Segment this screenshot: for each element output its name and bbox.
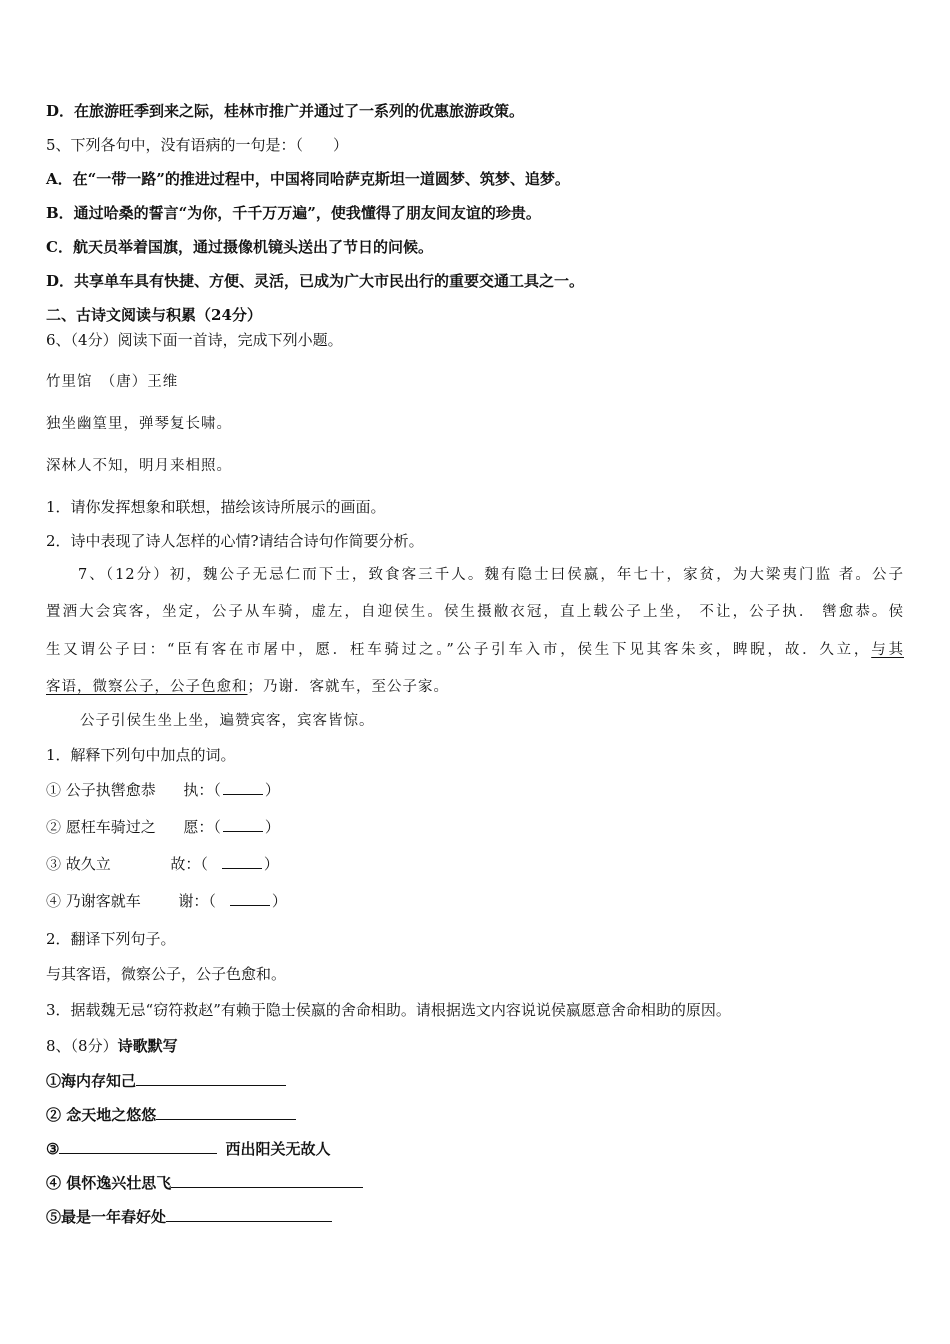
q7-passage-line-3	[46, 640, 904, 660]
fill-blank[interactable]	[166, 1206, 332, 1222]
section-2-title: 二、古诗文阅读与积累（24分）	[46, 306, 262, 324]
answer-blank[interactable]	[222, 856, 262, 869]
q5-option-a: A．在“一带一路”的推进过程中，中国将同哈萨克斯坦一道圆梦、筑梦、追梦。	[46, 170, 570, 188]
q8-item-2: ② 念天地之悠悠	[46, 1104, 296, 1125]
q7-word-item-2: ② 愿枉车骑过之 愿：（ ）	[46, 818, 280, 836]
q7-sub-2: 2．翻译下列句子。	[46, 930, 176, 948]
fill-blank[interactable]	[59, 1138, 217, 1154]
q6-sub-1: 1．请你发挥想象和联想，描绘该诗所展示的画面。	[46, 498, 386, 516]
q6-stem: 6、（4分）阅读下面一首诗，完成下列小题。	[46, 331, 343, 349]
q5-option-c: C．航天员举着国旗，通过摄像机镜头送出了节日的问候。	[46, 238, 433, 256]
q7-line3-text: 生又谓公子曰：“臣有客在市屠中，愿．枉车骑过之。”公子引车入市，侯生下见其客朱亥，睥睨，故．久立，	[46, 642, 872, 658]
word-sentence: ② 愿枉车骑过之	[46, 818, 156, 836]
poem-line-1: 独坐幽篁里，弹琴复长啸。	[46, 416, 232, 432]
q7-sub-3: 3．据载魏无忌“窃符救赵”有赖于隐士侯嬴的舍命相助。请根据选文内容说说侯嬴愿意舍命相助的原因。	[46, 1001, 731, 1019]
answer-blank[interactable]	[223, 819, 263, 832]
q6-sub-2: 2．诗中表现了诗人怎样的心情?请结合诗句作简要分析。	[46, 532, 424, 550]
q7-word-item-1: ① 公子执辔愈恭 执：（ ）	[46, 781, 280, 799]
answer-blank[interactable]	[223, 782, 263, 795]
word-sentence: ④ 乃谢客就车	[46, 892, 141, 910]
poem-line-2: 深林人不知，明月来相照。	[46, 458, 232, 474]
q8-item-3: ③ 西出阳关无故人	[46, 1140, 331, 1158]
q7-line3-underlined: 与其	[871, 642, 904, 658]
q7-word-item-4: ④ 乃谢客就车 谢：（ ）	[46, 892, 287, 910]
q7-line4-underlined: 客语，微察公子，公子色愈和	[46, 679, 248, 695]
q7-line4-text: ；乃谢．客就车，至公子家。	[247, 679, 449, 695]
fill-blank[interactable]	[156, 1104, 296, 1120]
q7-passage-line-4	[46, 677, 449, 697]
q7-sub-2-sentence: 与其客语，微察公子，公子色愈和。	[46, 965, 287, 983]
q8-item-1: ①海内存知己	[46, 1070, 286, 1091]
q8-item-4: ④ 俱怀逸兴壮思飞	[46, 1172, 363, 1193]
fill-blank[interactable]	[171, 1172, 363, 1188]
q7-passage-line-2: 置酒大会宾客，坐定，公子从车骑，虚左，自迎侯生。侯生摄敝衣冠，直上载公子上坐， 不让，公子执． 辔愈恭。侯	[46, 604, 904, 620]
q5-option-d: D．共享单车具有快捷、方便、灵活，已成为广大市民出行的重要交通工具之一。	[46, 272, 585, 290]
q7-passage-line-1: 7、（12分）初，魏公子无忌仁而下士，致食客三千人。魏有隐士曰侯嬴，年七十，家贫，为大梁夷门监 者。公子	[78, 567, 904, 583]
word-sentence: ① 公子执辔愈恭	[46, 781, 156, 799]
word-label: 执：（	[183, 781, 221, 799]
answer-blank[interactable]	[230, 893, 270, 906]
q5-stem: 5、下列各句中，没有语病的一句是：（ ）	[46, 136, 349, 154]
poem-title: 竹里馆 （唐）王维	[46, 374, 179, 390]
q5-option-b: B．通过哈桑的誓言“为你，千千万万遍”，使我懂得了朋友间友谊的珍贵。	[46, 204, 541, 222]
word-label: 谢：（	[178, 892, 216, 910]
q4-option-d: D．在旅游旺季到来之际，桂林市推广并通过了一系列的优惠旅游政策。	[46, 102, 525, 120]
q7-sub-1: 1．解释下列句中加点的词。	[46, 746, 236, 764]
q8-item-5: ⑤最是一年春好处	[46, 1206, 332, 1227]
word-sentence: ③ 故久立	[46, 855, 111, 873]
q7-word-item-3: ③ 故久立 故：（ ）	[46, 855, 279, 873]
word-label: 愿：（	[183, 818, 221, 836]
q8-stem: 8、（8分）诗歌默写	[46, 1037, 178, 1055]
q7-passage-line-5: 公子引侯生坐上坐，遍赞宾客，宾客皆惊。	[80, 713, 375, 729]
q8-title: 诗歌默写	[117, 1037, 178, 1055]
word-label: 故：（	[170, 855, 208, 873]
fill-blank[interactable]	[136, 1070, 286, 1086]
